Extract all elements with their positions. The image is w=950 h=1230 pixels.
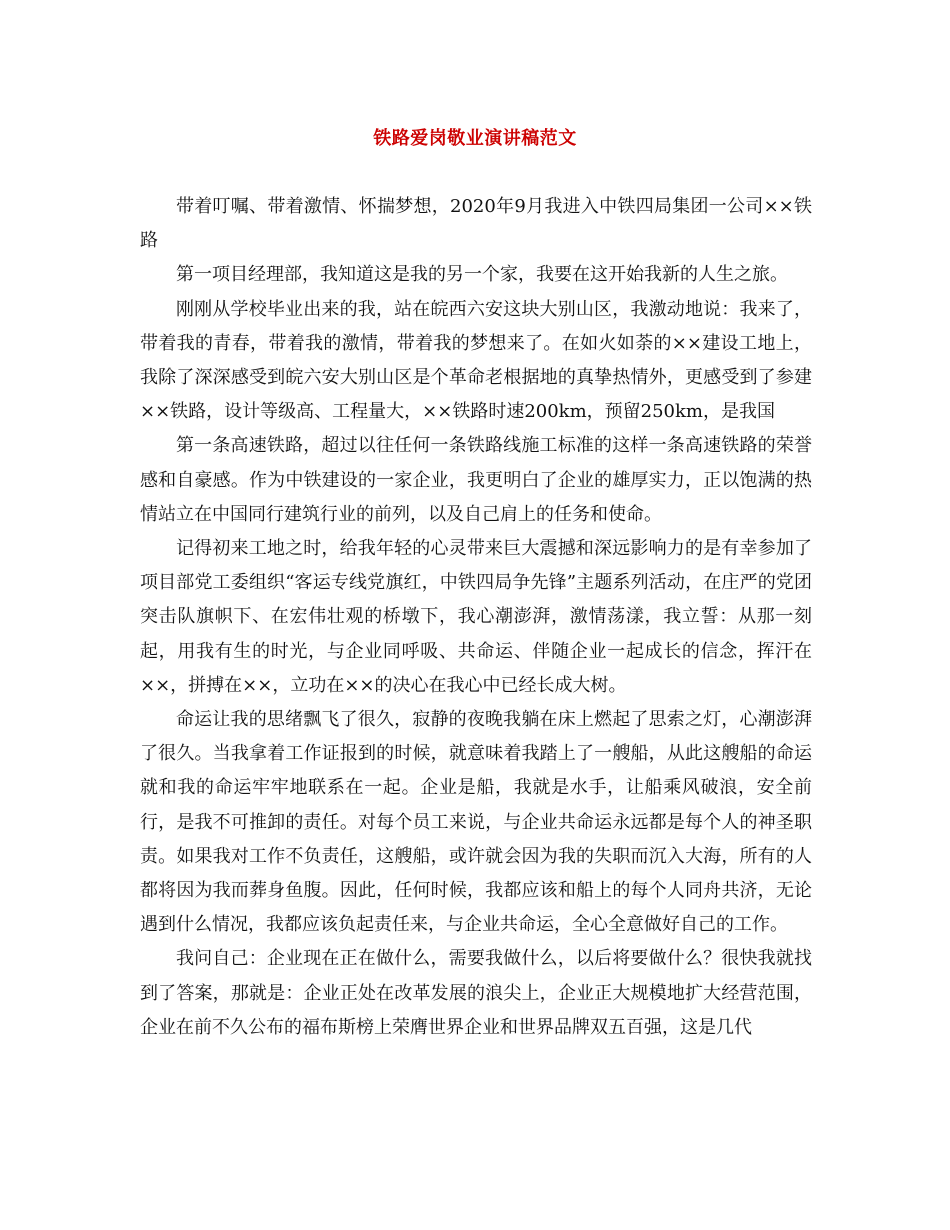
- paragraph: 命运让我的思绪飘飞了很久，寂静的夜晚我躺在床上燃起了思索之灯，心潮澎湃了很久。当我拿着工作证报到的时候，就意味着我踏上了一艘船，从此这艘船的命运就和我的命运牢牢地联系在一起。企业是船，我就是水手，让船乘风破浪，安全前行，是我不可推卸的责任。对每个员工来说，与企业共命运永远都是每个人的神圣职责。如果我对工作不负责任，这艘船，或许就会因为我的失职而沉入大海，所有的人都将因为我而葬身鱼腹。因此，任何时候，我都应该和船上的每个人同舟共济，无论遇到什么情况，我都应该负起责任来，与企业共命运，全心全意做好自己的工作。: [140, 709, 812, 936]
- document-body: [140, 190, 812, 1045]
- paragraph: 我问自己：企业现在正在做什么，需要我做什么，以后将要做什么？很快我就找到了答案，那就是：企业正处在改革发展的浪尖上，企业正大规模地扩大经营范围，企业在前不久公布的福布斯榜上荣膺世界企业和世界品牌双五百强，这是几代: [140, 948, 812, 1038]
- document-title: 铁路爱岗敬业演讲稿范文: [373, 128, 577, 149]
- paragraph: 带着叮嘱、带着激情、怀揣梦想，2020年9月我进入中铁四局集团一公司××铁路: [140, 196, 812, 252]
- paragraph: 刚刚从学校毕业出来的我，站在皖西六安这块大别山区，我激动地说：我来了，带着我的青春，带着我的激情，带着我的梦想来了。在如火如荼的××建设工地上，我除了深深感受到皖六安大别山区是个革命老根据地的真挚热情外，更感受到了参建××铁路，设计等级高、工程量大，××铁路时速200km，预留250km，是我国: [140, 298, 812, 423]
- paragraph: 第一项目经理部，我知道这是我的另一个家，我要在这开始我新的人生之旅。: [176, 264, 788, 286]
- paragraph: 第一条高速铁路，超过以往任何一条铁路线施工标准的这样一条高速铁路的荣誉感和自豪感。作为中铁建设的一家企业，我更明白了企业的雄厚实力，正以饱满的热情站立在中国同行建筑行业的前列，以及自己肩上的任务和使命。: [140, 435, 812, 525]
- paragraph: 记得初来工地之时，给我年轻的心灵带来巨大震撼和深远影响力的是有幸参加了项目部党工委组织“客运专线党旗红，中铁四局争先锋”主题系列活动，在庄严的党团突击队旗帜下、在宏伟壮观的桥墩下，我心潮澎湃，激情荡漾，我立誓：从那一刻起，用我有生的时光，与企业同呼吸、共命运、伴随企业一起成长的信念，挥汗在××，拼搏在××，立功在××的决心在我心中已经长成大树。: [140, 538, 812, 696]
